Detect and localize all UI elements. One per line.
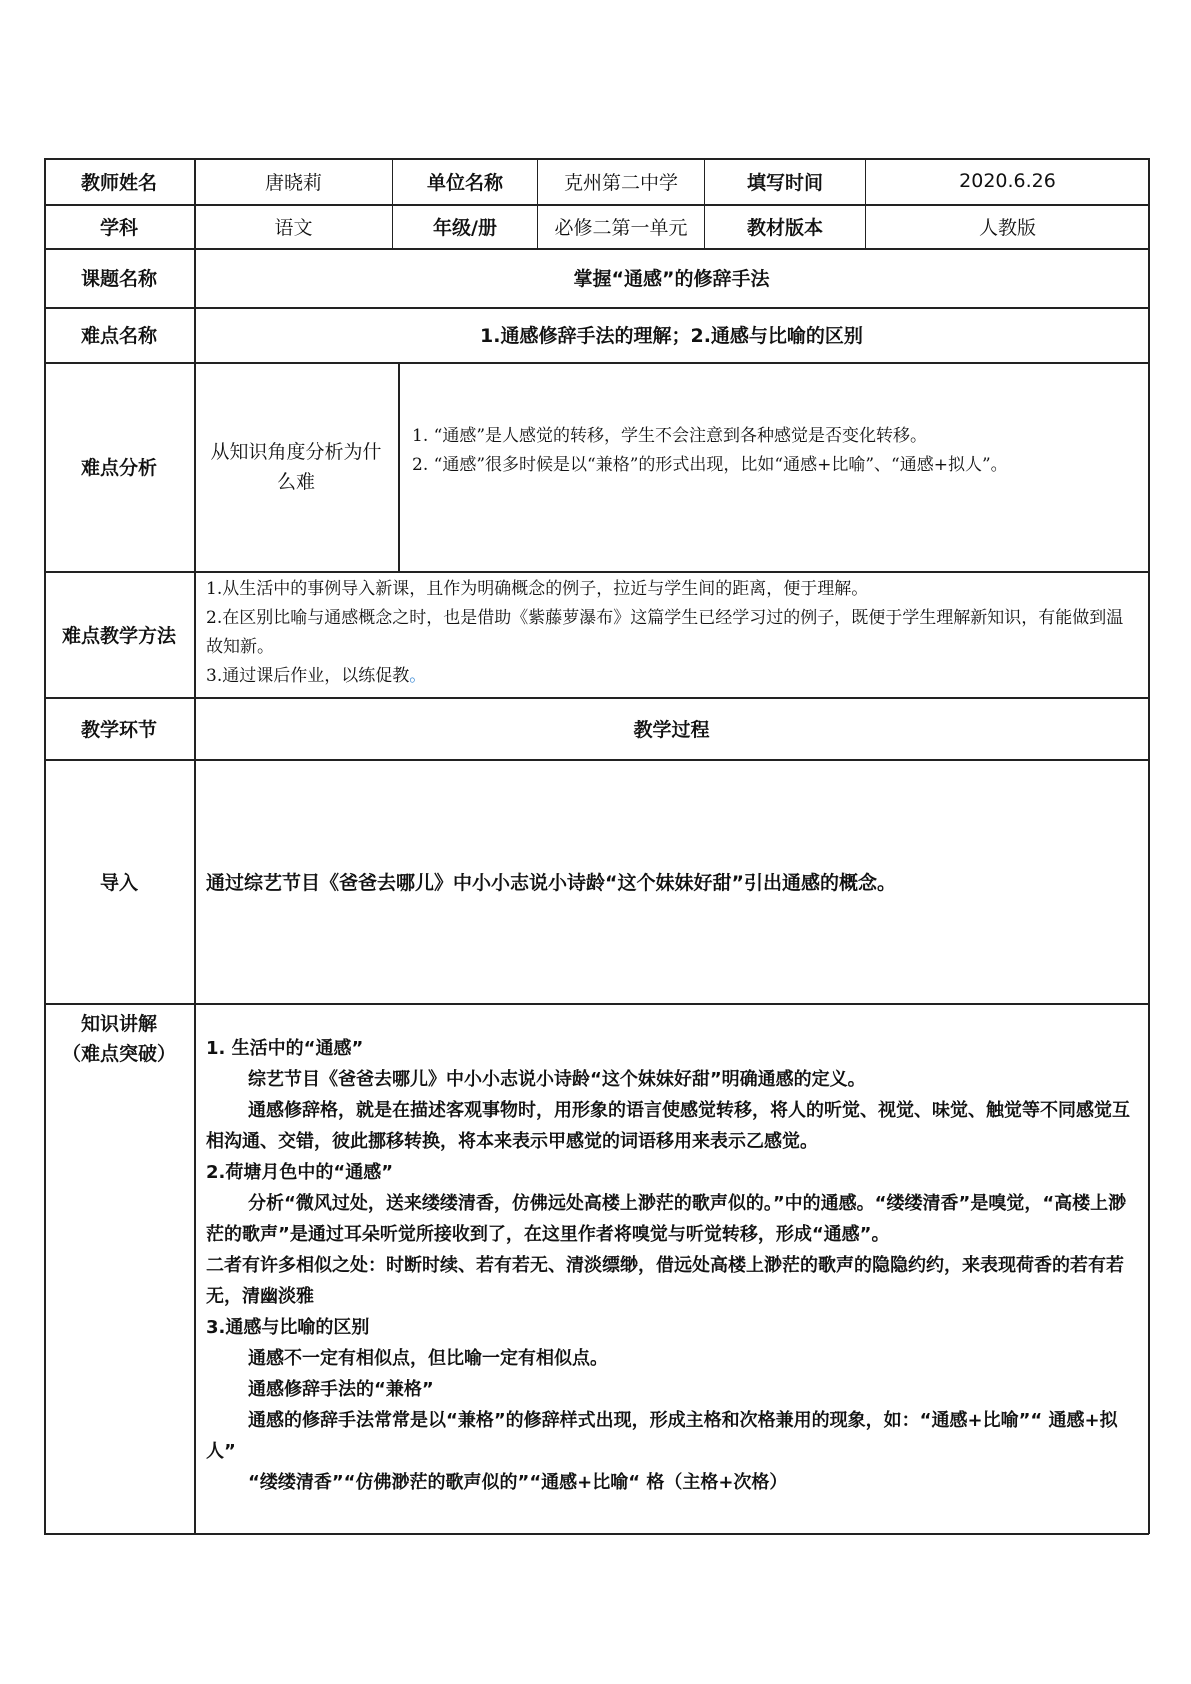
- method-item: 2.在区别比喻与通感概念之时，也是借助《紫藤萝瀑布》这篇学生已经学习过的例子，既便于学生理解新知识，有能做到温故知新。: [206, 608, 1124, 657]
- teacher-label: 教师姓名: [80, 171, 157, 194]
- knowledge-heading: 1. 生活中的“通感”: [206, 1038, 364, 1059]
- topic-label: 课题名称: [80, 268, 157, 290]
- header-row-2: [44, 204, 1149, 248]
- grade-value: 必修二第一单元: [537, 204, 704, 248]
- intro-row: [44, 759, 1149, 1003]
- difficulty-label: 难点名称: [80, 325, 157, 347]
- knowledge-paragraph: 通感修辞格，就是在描述客观事物时，用形象的语言使感觉转移，将人的听觉、视觉、味觉、触觉等不同感觉互相沟通、交错，彼此挪移转换，将本来表示甲感觉的词语移用来表示乙感觉。: [206, 1100, 1130, 1152]
- knowledge-heading: 2.荷塘月色中的“通感”: [206, 1162, 394, 1183]
- process-label: 教学过程: [633, 718, 710, 741]
- method-item: [206, 662, 1137, 691]
- knowledge-paragraph: 通感修辞手法的“兼格”: [248, 1379, 434, 1400]
- method-trailing-mark: 。: [409, 666, 427, 686]
- knowledge-label: [44, 1003, 194, 1533]
- knowledge-label-line1: 知识讲解: [80, 1013, 157, 1035]
- knowledge-paragraph: “缕缕清香”“仿佛渺茫的歌声似的”“通感+比喻“ 格（主格+次格）: [248, 1472, 788, 1493]
- method-label: 难点教学方法: [61, 624, 176, 647]
- unit-value: 克州第二中学: [537, 158, 704, 204]
- knowledge-paragraph: 综艺节目《爸爸去哪儿》中小小志说小诗龄“这个妹妹好甜”明确通感的定义。: [248, 1069, 866, 1090]
- intro-content: 通过综艺节目《爸爸去哪儿》中小小志说小诗龄“这个妹妹好甜”引出通感的概念。: [206, 871, 896, 894]
- teacher-value: 唐晓莉: [194, 158, 392, 204]
- process-header-row: [44, 697, 1149, 759]
- difficulty-row: [44, 307, 1149, 362]
- unit-label: 单位名称: [392, 158, 537, 204]
- knowledge-label-line2: （难点突破）: [61, 1043, 176, 1065]
- knowledge-paragraph: 分析“微风过处，送来缕缕清香，仿佛远处高楼上渺茫的歌声似的。”中的通感。“缕缕清香”是嗅觉，“高楼上渺茫的歌声”是通过耳朵听觉所接收到了，在这里作者将嗅觉与听觉转移，形成“通感”。: [206, 1193, 1127, 1245]
- subject-label: 学科: [99, 216, 138, 239]
- intro-label: 导入: [99, 871, 138, 894]
- knowledge-content: [194, 1003, 1149, 1533]
- analysis-row: [44, 362, 1149, 571]
- intro-content-cell: [194, 759, 1149, 1003]
- knowledge-paragraph: 二者有许多相似之处：时断时续、若有若无、清淡缥缈，借远处高楼上渺茫的歌声的隐隐约约，来表现荷香的若有若无，清幽淡雅: [206, 1255, 1124, 1307]
- analysis-item: 2. “通感”很多时候是以“兼格”的形式出现，比如“通感+比喻”、“通感+拟人”。: [412, 455, 1008, 475]
- knowledge-row: [44, 1003, 1149, 1533]
- difficulty-value: 1.通感修辞手法的理解；2.通感与比喻的区别: [480, 325, 863, 347]
- stage-label: 教学环节: [80, 718, 157, 741]
- knowledge-heading: 3.通感与比喻的区别: [206, 1317, 370, 1338]
- topic-row: [44, 248, 1149, 307]
- fill-time-label: 填写时间: [704, 158, 865, 204]
- method-content: [194, 571, 1149, 697]
- edition-label: 教材版本: [704, 204, 865, 248]
- analysis-sub-label: 从知识角度分析为什么难: [210, 440, 382, 493]
- analysis-content: [398, 362, 1149, 571]
- divider: [44, 1533, 1149, 1535]
- method-row: [44, 571, 1149, 697]
- knowledge-paragraph: 通感不一定有相似点，但比喻一定有相似点。: [248, 1348, 608, 1369]
- analysis-label: 难点分析: [80, 457, 157, 479]
- edition-value: 人教版: [865, 204, 1149, 248]
- grade-label: 年级/册: [392, 204, 537, 248]
- fill-time-value: 2020.6.26: [865, 158, 1149, 204]
- subject-value: 语文: [194, 204, 392, 248]
- method-item: 1.从生活中的事例导入新课，且作为明确概念的例子，拉近与学生间的距离，便于理解。: [206, 579, 869, 599]
- knowledge-paragraph: 通感的修辞手法常常是以“兼格”的修辞样式出现，形成主格和次格兼用的现象，如：“通感+比喻”“ 通感+拟人”: [206, 1410, 1118, 1462]
- header-row-1: [44, 158, 1149, 204]
- topic-value: 掌握“通感”的修辞手法: [573, 268, 770, 290]
- analysis-item: 1. “通感”是人感觉的转移，学生不会注意到各种感觉是否变化转移。: [412, 426, 928, 446]
- method-item-text: 3.通过课后作业，以练促教: [206, 666, 410, 686]
